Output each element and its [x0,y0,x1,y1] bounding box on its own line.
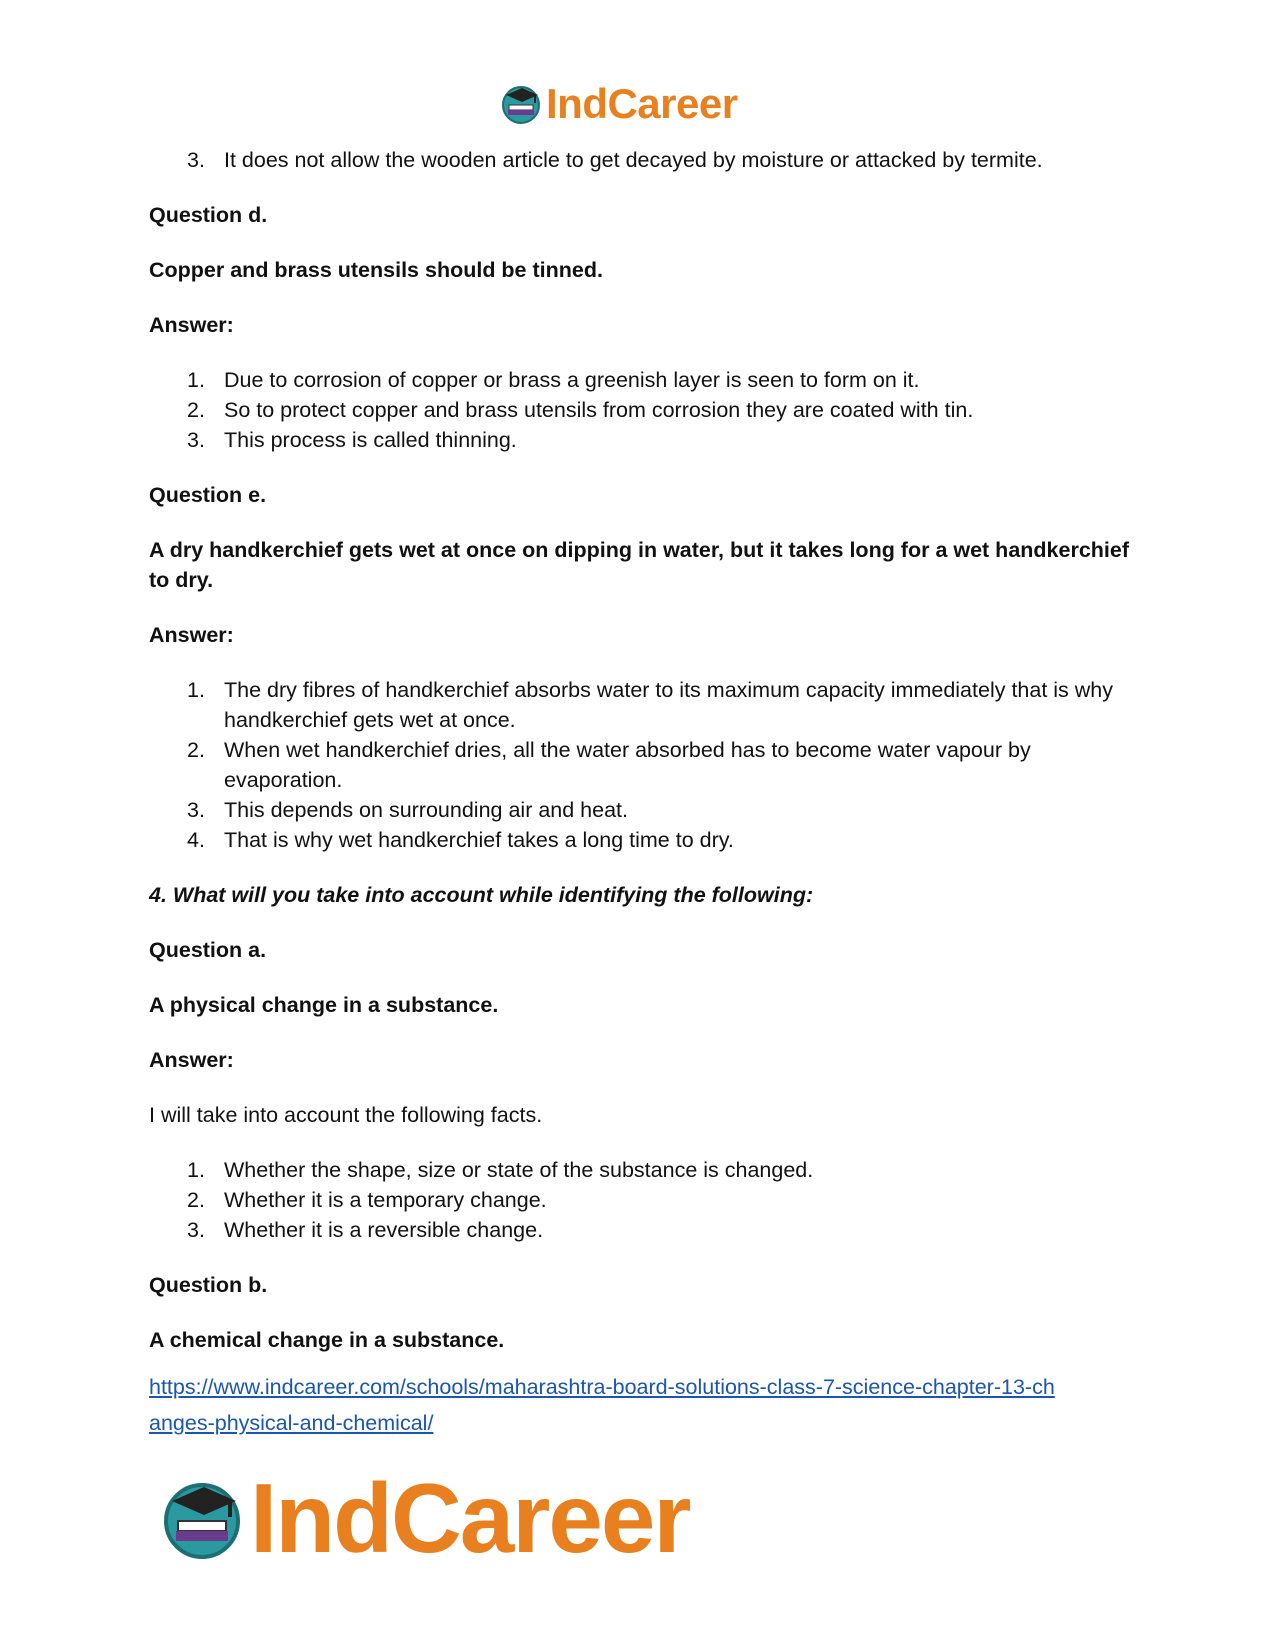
list-item [149,795,1139,825]
list-item [149,145,1139,175]
section-4-title: 4. What will you take into account while identifying the following: [149,883,814,907]
list-text: Due to corrosion of copper or brass a greenish layer is seen to form on it. [224,368,920,392]
list-number: 2. [187,1188,205,1212]
list-text: The dry fibres of handkerchief absorbs water to its maximum capacity immediately that is why handkerchief gets wet at once. [224,678,1114,732]
answer-e-list [149,675,1139,855]
list-item [149,1155,1139,1185]
list-number: 3. [187,148,205,172]
list-item [149,365,1139,395]
source-link[interactable] [149,1369,1139,1441]
list-text: This depends on surrounding air and heat. [224,798,628,822]
list-text: Whether it is a reversible change. [224,1218,544,1242]
list-top [149,145,1139,175]
list-number: 2. [187,738,205,762]
list-number: 1. [187,368,205,392]
answer-a-intro: I will take into account the following facts. [149,1103,543,1127]
question-a-statement: A physical change in a substance. [149,993,499,1017]
question-b-heading: Question b. [149,1273,268,1297]
list-text: So to protect copper and brass utensils from corrosion they are coated with tin. [224,398,974,422]
answer-label: Answer: [149,623,234,647]
question-d-statement: Copper and brass utensils should be tinned. [149,258,603,282]
list-text: It does not allow the wooden article to get decayed by moisture or attacked by termite. [224,148,1043,172]
graduation-globe-books-icon [160,1477,244,1561]
list-number: 3. [187,428,205,452]
header-logo-text: IndCareer [546,80,738,127]
answer-d-list [149,365,1139,455]
footer-logo [160,1462,690,1575]
answer-a-list [149,1155,1139,1245]
question-e-heading: Question e. [149,483,267,507]
list-number: 4. [187,828,205,852]
list-number: 2. [187,398,205,422]
answer-label: Answer: [149,1048,234,1072]
question-a-heading: Question a. [149,938,267,962]
source-link-line-2: anges-physical-and-chemical/ [149,1411,434,1435]
list-text: That is why wet handkerchief takes a long time to dry. [224,828,734,852]
question-d-heading: Question d. [149,203,268,227]
question-b-statement: A chemical change in a substance. [149,1328,505,1352]
list-item [149,1185,1139,1215]
header-logo [500,80,738,128]
graduation-globe-books-icon [500,83,542,125]
list-item [149,825,1139,855]
list-item [149,1215,1139,1245]
list-text: When wet handkerchief dries, all the water absorbed has to become water vapour by evaporation. [224,738,1031,792]
question-e-statement: A dry handkerchief gets wet at once on dipping in water, but it takes long for a wet handkerchief to dry. [149,538,1130,592]
footer-logo-text: IndCareer [250,1463,690,1573]
list-number: 1. [187,1158,205,1182]
list-number: 3. [187,798,205,822]
list-item [149,675,1139,735]
list-item [149,735,1139,795]
list-number: 1. [187,678,205,702]
content [149,145,1139,1441]
list-number: 3. [187,1218,205,1242]
list-item [149,395,1139,425]
answer-label: Answer: [149,313,234,337]
list-item [149,425,1139,455]
list-text: Whether the shape, size or state of the substance is changed. [224,1158,814,1182]
list-text: This process is called thinning. [224,428,517,452]
list-text: Whether it is a temporary change. [224,1188,547,1212]
source-link-line-1: https://www.indcareer.com/schools/maharashtra-board-solutions-class-7-science-chapter-13-ch [149,1375,1055,1399]
